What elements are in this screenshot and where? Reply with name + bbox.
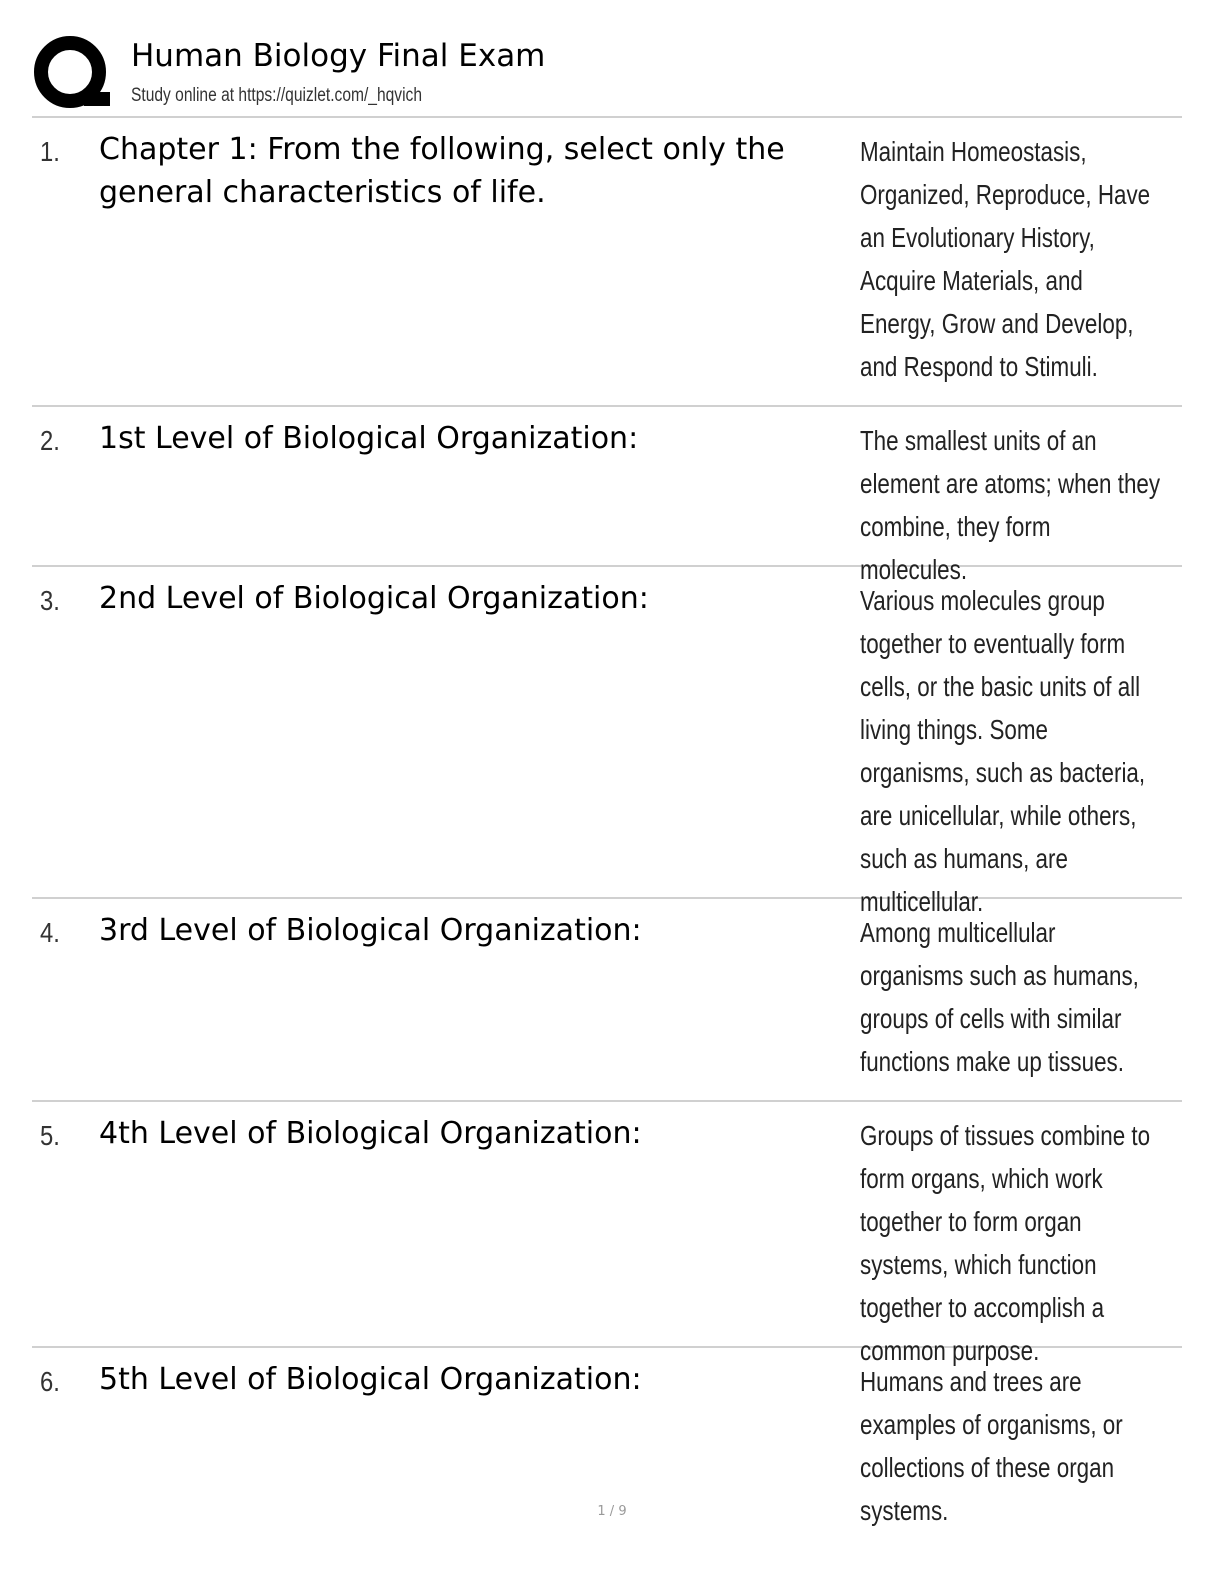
flashcard-row — [32, 899, 1182, 1102]
card-number: 6. — [40, 1366, 60, 1397]
card-number: 5. — [40, 1120, 60, 1151]
quizlet-logo-icon — [32, 34, 112, 114]
card-definition: Among multicellular organisms such as humans, groups of cells with similar functions make up tissues. — [860, 917, 1139, 1077]
card-term: Chapter 1: From the following, select only the general characteristics of life. — [99, 132, 785, 210]
page-number: 1 / 9 — [597, 1504, 627, 1519]
card-term: 2nd Level of Biological Organization: — [99, 581, 649, 616]
card-term: 5th Level of Biological Organization: — [99, 1362, 642, 1397]
card-definition: Humans and trees are examples of organisms, or collections of these organ systems. — [860, 1366, 1123, 1526]
document-title: Human Biology Final Exam — [131, 38, 546, 74]
flashcard-row — [32, 118, 1182, 407]
card-number: 4. — [40, 917, 60, 948]
card-definition: Maintain Homeostasis, Organized, Reproduce, Have an Evolutionary History, Acquire Materials, and Energy, Grow and Develop, and Respond to Stimuli. — [860, 136, 1151, 382]
card-definition: Various molecules group together to eventually form cells, or the basic units of all living things. Some organisms, such as bacteria, are unicellular, while others, such as humans, are multicellular. — [860, 585, 1146, 917]
card-term: 1st Level of Biological Organization: — [99, 421, 639, 456]
card-definition: The smallest units of an element are atoms; when they combine, they form molecules. — [860, 425, 1161, 585]
card-number: 1. — [40, 136, 60, 167]
card-term: 3rd Level of Biological Organization: — [99, 913, 642, 948]
page-header — [32, 30, 1182, 118]
card-definition: Groups of tissues combine to form organs, which work together to form organ systems, which function together to accomplish a common purpose. — [860, 1120, 1151, 1366]
flashcard-row — [32, 407, 1182, 585]
card-number: 3. — [40, 585, 60, 616]
study-online-link[interactable]: Study online at https://quizlet.com/_hqvich — [131, 85, 422, 106]
card-term: 4th Level of Biological Organization: — [99, 1116, 642, 1151]
flashcard-row — [32, 1102, 1182, 1366]
flashcard-row — [32, 567, 1182, 917]
card-number: 2. — [40, 425, 60, 456]
